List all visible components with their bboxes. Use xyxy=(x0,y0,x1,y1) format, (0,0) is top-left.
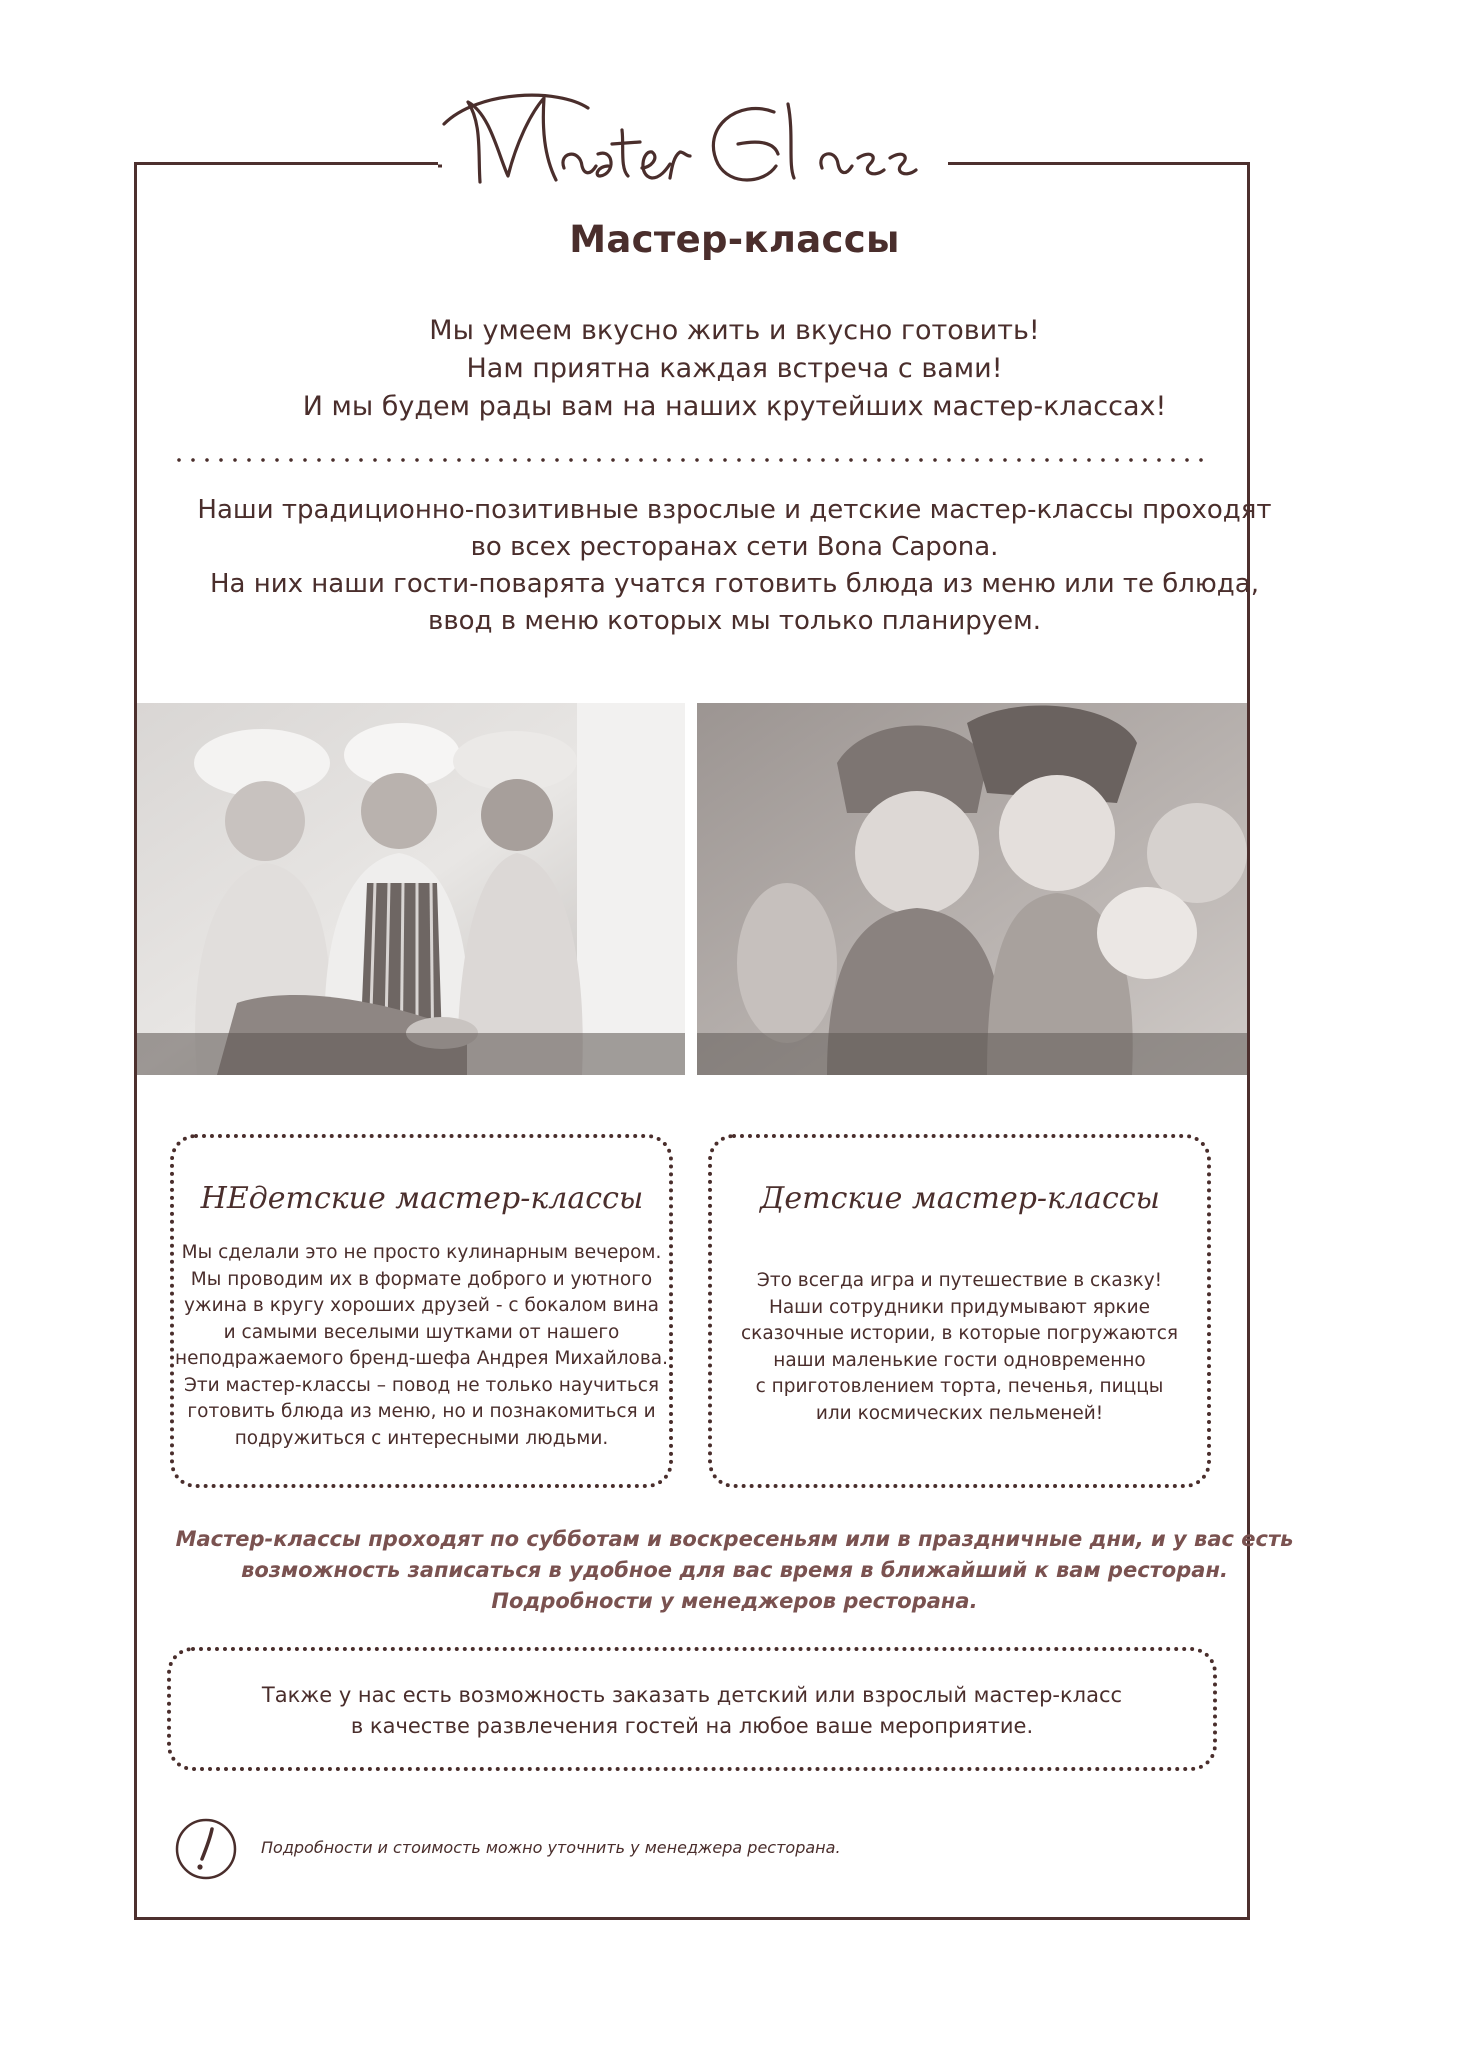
adult-classes-box xyxy=(170,1134,673,1488)
intro-text xyxy=(0,312,1469,426)
adult-text-line: и самыми веселыми шутками от нашего xyxy=(223,1321,620,1343)
kids-text-line: Это всегда игра и путешествие в сказку! xyxy=(756,1270,1163,1291)
adult-text-line: ужина в кругу хороших друзей - с бокалом вина xyxy=(183,1295,660,1316)
adult-classes-text xyxy=(174,1240,669,1452)
adult-classes-heading xyxy=(174,1172,669,1226)
kids-classes-box xyxy=(708,1134,1211,1488)
adult-text-line: Мы сделали это не просто кулинарным вечером. xyxy=(181,1242,662,1263)
kids-classes-heading-text: Детские мастер-классы xyxy=(759,1181,1160,1216)
kids-classes-text xyxy=(712,1268,1207,1427)
description-text xyxy=(0,492,1469,640)
master-class-logo xyxy=(438,84,948,204)
schedule-note-line: Мастер-классы проходят по субботам и воскресеньям или в праздничные дни, и у вас есть xyxy=(175,1527,1294,1551)
kids-classes-heading xyxy=(712,1172,1207,1226)
dotted-divider xyxy=(172,457,1212,463)
order-line: в качестве развлечения гостей на любое ваше мероприятие. xyxy=(350,1714,1034,1738)
adult-text-line: неподражаемого бренд-шефа Андрея Михайлова. xyxy=(174,1348,668,1369)
order-line: Также у нас есть возможность заказать детский или взрослый мастер-класс xyxy=(261,1683,1123,1707)
intro-line: И мы будем рады вам на наших крутейших мастер-классах! xyxy=(302,391,1167,422)
kids-text-line: наши маленькие гости одновременно xyxy=(773,1349,1146,1371)
adult-text-line: Мы проводим их в формате доброго и уютного xyxy=(190,1268,653,1290)
schedule-note-line: возможность записаться в удобное для вас время в ближайший к вам ресторан. xyxy=(241,1558,1228,1582)
description-line: На них наши гости-поварята учатся готовить блюда из меню или те блюда, xyxy=(210,569,1259,599)
schedule-note xyxy=(0,1524,1469,1617)
adult-text-line: подружиться с интересными людьми. xyxy=(234,1427,609,1449)
adult-text-line: Эти мастер-классы – повод не только научиться xyxy=(183,1374,660,1396)
description-line: Наши традиционно-позитивные взрослые и детские мастер-классы проходят xyxy=(197,495,1272,525)
kids-text-line: сказочные истории, в которые погружаются xyxy=(740,1323,1179,1344)
description-line: во всех ресторанах сети Bona Capona. xyxy=(470,532,999,562)
kids-text-line: с приготовлением торта, печенья, пиццы xyxy=(755,1376,1164,1397)
intro-line: Мы умеем вкусно жить и вкусно готовить! xyxy=(429,315,1040,346)
adult-cooking-class-photo xyxy=(137,703,685,1075)
kids-text-line: Наши сотрудники придумывают яркие xyxy=(768,1296,1151,1318)
footnote-text: Подробности и стоимость можно уточнить у менеджера ресторана. xyxy=(261,1838,841,1857)
schedule-note-line: Подробности у менеджеров ресторана. xyxy=(491,1589,978,1613)
description-line: ввод в меню которых мы только планируем. xyxy=(428,606,1041,636)
adult-classes-heading-text: НЕдетские мастер-классы xyxy=(200,1181,643,1216)
order-class-box xyxy=(167,1647,1217,1771)
adult-text-line: готовить блюда из меню, но и познакомиться и xyxy=(187,1401,656,1422)
kids-cooking-class-photo xyxy=(697,703,1247,1075)
page-title: Мастер-классы xyxy=(569,218,900,261)
intro-line: Нам приятна каждая встреча с вами! xyxy=(466,353,1003,384)
kids-text-line: или космических пельменей! xyxy=(815,1402,1104,1424)
exclamation-icon xyxy=(174,1817,238,1881)
